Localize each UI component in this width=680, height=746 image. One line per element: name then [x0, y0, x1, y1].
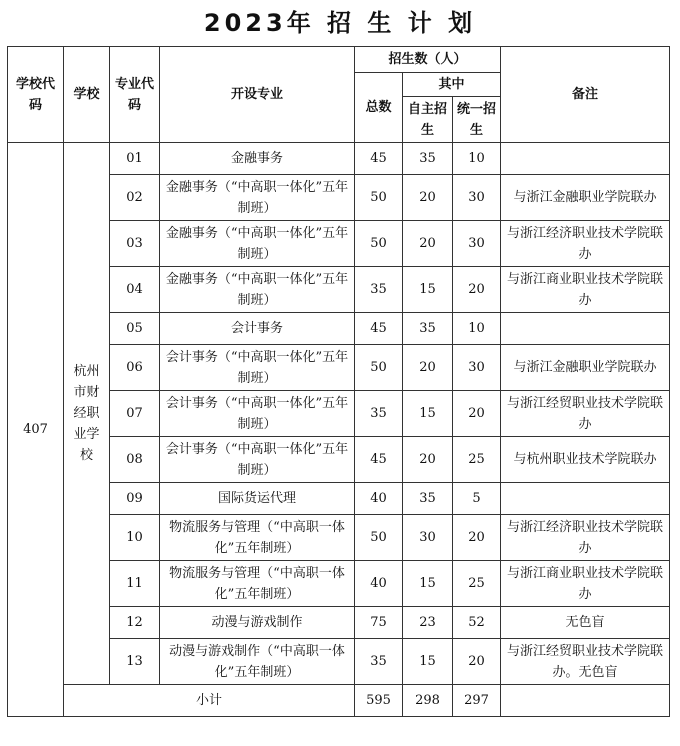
major-code-cell: 06	[110, 345, 160, 391]
self-enroll-cell: 15	[403, 267, 453, 313]
major-name-cell: 会计事务	[160, 313, 355, 345]
self-enroll-cell: 35	[403, 143, 453, 175]
major-name-cell: 国际货运代理	[160, 483, 355, 515]
note-cell: 与浙江商业职业技术学院联办	[501, 561, 670, 607]
unified-enroll-cell: 20	[453, 515, 501, 561]
note-cell: 与浙江经济职业技术学院联办	[501, 515, 670, 561]
note-cell: 与浙江金融职业学院联办	[501, 345, 670, 391]
major-name-cell: 动漫与游戏制作	[160, 607, 355, 639]
unified-enroll-cell: 30	[453, 175, 501, 221]
total-cell: 45	[355, 313, 403, 345]
note-cell: 与浙江经贸职业技术学院联办。无色盲	[501, 639, 670, 685]
major-code-cell: 12	[110, 607, 160, 639]
total-cell: 40	[355, 561, 403, 607]
header-school-code: 学校代码	[8, 47, 64, 143]
total-cell: 50	[355, 175, 403, 221]
subtotal-unified: 297	[453, 685, 501, 717]
total-cell: 50	[355, 515, 403, 561]
major-name-cell: 金融事务	[160, 143, 355, 175]
subtotal-label: 小计	[64, 685, 355, 717]
total-cell: 35	[355, 267, 403, 313]
major-name-cell: 会计事务（“中高职一体化”五年制班）	[160, 391, 355, 437]
note-cell	[501, 483, 670, 515]
total-cell: 45	[355, 143, 403, 175]
note-cell: 与浙江金融职业学院联办	[501, 175, 670, 221]
unified-enroll-cell: 10	[453, 313, 501, 345]
unified-enroll-cell: 25	[453, 437, 501, 483]
unified-enroll-cell: 30	[453, 221, 501, 267]
self-enroll-cell: 15	[403, 639, 453, 685]
note-cell: 与杭州职业技术学院联办	[501, 437, 670, 483]
subtotal-total: 595	[355, 685, 403, 717]
major-code-cell: 11	[110, 561, 160, 607]
note-cell	[501, 143, 670, 175]
unified-enroll-cell: 30	[453, 345, 501, 391]
major-name-cell: 物流服务与管理（“中高职一体化”五年制班）	[160, 561, 355, 607]
major-code-cell: 09	[110, 483, 160, 515]
note-cell	[501, 313, 670, 345]
total-cell: 35	[355, 391, 403, 437]
self-enroll-cell: 20	[403, 345, 453, 391]
total-cell: 40	[355, 483, 403, 515]
major-name-cell: 金融事务（“中高职一体化”五年制班）	[160, 175, 355, 221]
major-name-cell: 会计事务（“中高职一体化”五年制班）	[160, 345, 355, 391]
note-cell: 与浙江经济职业技术学院联办	[501, 221, 670, 267]
unified-enroll-cell: 25	[453, 561, 501, 607]
self-enroll-cell: 35	[403, 313, 453, 345]
header-enroll: 招生数（人）	[355, 47, 501, 73]
major-name-cell: 动漫与游戏制作（“中高职一体化”五年制班）	[160, 639, 355, 685]
self-enroll-cell: 15	[403, 561, 453, 607]
major-code-cell: 05	[110, 313, 160, 345]
unified-enroll-cell: 10	[453, 143, 501, 175]
major-name-cell: 金融事务（“中高职一体化”五年制班）	[160, 267, 355, 313]
header-total: 总数	[355, 73, 403, 143]
total-cell: 50	[355, 221, 403, 267]
unified-enroll-cell: 20	[453, 639, 501, 685]
header-unified: 统一招生	[453, 97, 501, 143]
header-of-which: 其中	[403, 73, 501, 97]
self-enroll-cell: 30	[403, 515, 453, 561]
major-code-cell: 13	[110, 639, 160, 685]
major-name-cell: 物流服务与管理（“中高职一体化”五年制班）	[160, 515, 355, 561]
total-cell: 45	[355, 437, 403, 483]
self-enroll-cell: 15	[403, 391, 453, 437]
major-name-cell: 金融事务（“中高职一体化”五年制班）	[160, 221, 355, 267]
major-code-cell: 07	[110, 391, 160, 437]
header-self: 自主招生	[403, 97, 453, 143]
total-cell: 75	[355, 607, 403, 639]
major-code-cell: 02	[110, 175, 160, 221]
self-enroll-cell: 20	[403, 221, 453, 267]
note-cell: 与浙江经贸职业技术学院联办	[501, 391, 670, 437]
enrollment-plan-table	[7, 46, 670, 717]
header-school: 学校	[64, 47, 110, 143]
self-enroll-cell: 23	[403, 607, 453, 639]
note-cell: 无色盲	[501, 607, 670, 639]
table-row	[8, 143, 670, 175]
major-name-cell: 会计事务（“中高职一体化”五年制班）	[160, 437, 355, 483]
school-name-cell: 杭州市财经职业学校	[64, 143, 110, 685]
unified-enroll-cell: 5	[453, 483, 501, 515]
major-code-cell: 08	[110, 437, 160, 483]
unified-enroll-cell: 20	[453, 391, 501, 437]
self-enroll-cell: 20	[403, 437, 453, 483]
subtotal-row	[8, 685, 670, 717]
total-cell: 50	[355, 345, 403, 391]
note-cell: 与浙江商业职业技术学院联办	[501, 267, 670, 313]
self-enroll-cell: 35	[403, 483, 453, 515]
major-code-cell: 03	[110, 221, 160, 267]
header-note: 备注	[501, 47, 670, 143]
school-code-cell: 407	[8, 143, 64, 717]
header-major-code: 专业代码	[110, 47, 160, 143]
unified-enroll-cell: 52	[453, 607, 501, 639]
header-major: 开设专业	[160, 47, 355, 143]
page-title: 2023年 招 生 计 划	[203, 9, 477, 37]
major-code-cell: 04	[110, 267, 160, 313]
self-enroll-cell: 20	[403, 175, 453, 221]
total-cell: 35	[355, 639, 403, 685]
subtotal-self: 298	[403, 685, 453, 717]
unified-enroll-cell: 20	[453, 267, 501, 313]
major-code-cell: 10	[110, 515, 160, 561]
major-code-cell: 01	[110, 143, 160, 175]
subtotal-note	[501, 685, 670, 717]
